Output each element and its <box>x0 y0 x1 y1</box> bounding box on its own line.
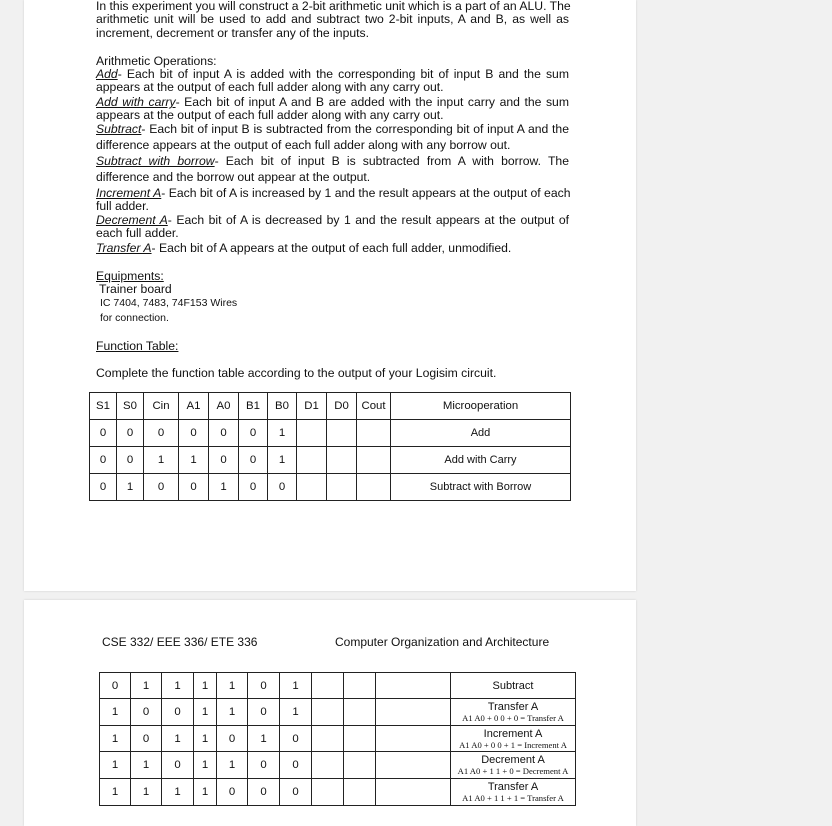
table-cell: 0 <box>248 752 280 779</box>
table-cell: 1 <box>217 699 248 726</box>
table-row <box>90 474 571 501</box>
table-cell: 0 <box>162 699 194 726</box>
microoperation-label: Decrement A <box>481 754 545 766</box>
op-subb-term: Subtract with borrow <box>96 154 215 168</box>
op-transfer-term: Transfer A <box>96 241 152 255</box>
table-cell-input[interactable] <box>376 673 451 699</box>
table-cell-input[interactable] <box>344 726 376 752</box>
document-page-2 <box>24 600 636 826</box>
table-cell: 1 <box>209 474 239 501</box>
table-cell: 0 <box>131 726 162 752</box>
table-cell: 1 <box>100 726 131 752</box>
op-addc-text-1: - Each bit of input A and B are added with the input carry and the sum <box>175 95 569 109</box>
op-transfer-line-1 <box>96 242 511 256</box>
table-cell: 1 <box>144 447 179 474</box>
table-cell: 0 <box>90 420 117 447</box>
function-table <box>89 392 571 501</box>
table-cell: 0 <box>217 726 248 752</box>
table-cell-input[interactable] <box>344 752 376 779</box>
table-cell: 1 <box>280 673 312 699</box>
table-cell: 1 <box>217 752 248 779</box>
table-row <box>90 447 571 474</box>
table-row <box>100 673 576 699</box>
table-cell: 0 <box>209 420 239 447</box>
table-cell: 0 <box>280 779 312 806</box>
equipment-item: Trainer board <box>99 282 172 296</box>
op-addc-line-2: appears at the output of each full adder along with any carry out. <box>96 108 444 122</box>
table-cell-input[interactable] <box>376 779 451 806</box>
table-cell: 0 <box>144 474 179 501</box>
col-header: S0 <box>117 393 144 420</box>
table-cell: 0 <box>280 752 312 779</box>
op-subb-text-1: - Each bit of input B is subtracted from A with borrow. The <box>214 154 569 168</box>
op-sub-line-1 <box>96 123 569 137</box>
table-cell: 1 <box>248 726 280 752</box>
table-cell-input[interactable] <box>376 699 451 726</box>
table-cell: 0 <box>179 420 209 447</box>
table-cell-input[interactable] <box>327 474 357 501</box>
table-cell: 1 <box>194 673 217 699</box>
table-cell: 0 <box>90 474 117 501</box>
microoperation-cell <box>451 699 576 726</box>
table-cell: 1 <box>100 779 131 806</box>
table-cell: 0 <box>239 447 268 474</box>
table-cell: 0 <box>179 474 209 501</box>
microoperation-label: Transfer A <box>487 701 539 713</box>
table-cell: 1 <box>100 699 131 726</box>
table-cell-input[interactable] <box>312 673 344 699</box>
table-cell: 1 <box>268 447 297 474</box>
microoperation-cell <box>451 726 576 752</box>
table-cell: 1 <box>131 752 162 779</box>
table-cell: 0 <box>248 673 280 699</box>
microoperation-label: Transfer A <box>487 781 539 793</box>
table-cell-input[interactable] <box>297 420 327 447</box>
microoperation-formula: A1 A0 + 1 1 + 1 = Transfer A <box>462 793 564 803</box>
table-row <box>90 420 571 447</box>
table-row <box>100 752 576 779</box>
table-cell: 0 <box>100 673 131 699</box>
equipments-heading: Equipments: <box>96 269 164 283</box>
table-cell: 0 <box>144 420 179 447</box>
microoperation-cell: Add <box>391 420 571 447</box>
intro-line-1: In this experiment you will construct a 2-bit arithmetic unit which is a part of an ALU. The <box>96 0 571 13</box>
table-cell-input[interactable] <box>312 726 344 752</box>
table-cell: 1 <box>179 447 209 474</box>
op-transfer-text-1: - Each bit of A appears at the output of each full adder, unmodified. <box>151 241 512 255</box>
microoperation-cell <box>451 752 576 779</box>
function-table-continued <box>99 672 576 806</box>
table-cell-input[interactable] <box>344 779 376 806</box>
intro-line-3: increment, decrement or transfer any of the inputs. <box>96 26 369 40</box>
table-cell-input[interactable] <box>357 420 391 447</box>
col-header: A0 <box>209 393 239 420</box>
table-cell-input[interactable] <box>357 474 391 501</box>
table-cell: 0 <box>268 474 297 501</box>
col-header: Cin <box>144 393 179 420</box>
table-row <box>100 779 576 806</box>
col-header: B1 <box>239 393 268 420</box>
op-sub-term: Subtract <box>96 122 142 136</box>
table-cell-input[interactable] <box>297 474 327 501</box>
table-cell: 1 <box>194 779 217 806</box>
table-cell: 1 <box>117 474 144 501</box>
table-cell-input[interactable] <box>344 699 376 726</box>
table-row <box>100 726 576 752</box>
op-inc-line-2: full adder. <box>96 199 149 213</box>
op-subb-line-1 <box>96 155 569 169</box>
op-add-text-1: - Each bit of input A is added with the corresponding bit of input B and the sum <box>117 67 569 81</box>
table-cell: 1 <box>131 779 162 806</box>
table-cell-input[interactable] <box>297 447 327 474</box>
col-header: S1 <box>90 393 117 420</box>
col-header: D1 <box>297 393 327 420</box>
col-header: Microoperation <box>391 393 571 420</box>
function-table-instruction: Complete the function table according to the output of your Logisim circuit. <box>96 366 497 380</box>
op-dec-line-2: each full adder. <box>96 226 179 240</box>
intro-line-2: arithmetic unit will be used to add and subtract two 2-bit inputs, A and B, as well as <box>96 12 569 26</box>
course-code: CSE 332/ EEE 336/ ETE 336 <box>102 635 258 649</box>
op-add-line-2: appears at the output of each full adder along with any carry out. <box>96 80 444 94</box>
microoperation-cell: Subtract with Borrow <box>391 474 571 501</box>
document-page-1 <box>24 0 636 591</box>
col-header: A1 <box>179 393 209 420</box>
equipment-item: for connection. <box>100 312 169 324</box>
op-dec-term: Decrement A <box>96 213 168 227</box>
table-cell: 0 <box>209 447 239 474</box>
op-addc-term: Add with carry <box>96 95 176 109</box>
table-row <box>100 699 576 726</box>
col-header: B0 <box>268 393 297 420</box>
table-cell: 1 <box>100 752 131 779</box>
table-cell: 1 <box>280 699 312 726</box>
table-cell: 1 <box>268 420 297 447</box>
table-cell: 0 <box>117 420 144 447</box>
table-cell-input[interactable] <box>327 420 357 447</box>
col-header: Cout <box>357 393 391 420</box>
microoperation-formula: A1 A0 + 0 0 + 1 = Increment A <box>459 739 567 750</box>
table-cell: 1 <box>131 673 162 699</box>
op-inc-line-1 <box>96 187 569 201</box>
ops-heading: Arithmetic Operations: <box>96 54 217 68</box>
microoperation-label: Increment A <box>483 727 543 740</box>
table-cell-input[interactable] <box>327 447 357 474</box>
table-header-row <box>90 393 571 420</box>
table-cell-input[interactable] <box>376 752 451 779</box>
op-dec-text-1: - Each bit of A is decreased by 1 and the result appears at the output of <box>167 213 569 227</box>
table-cell: 1 <box>162 726 194 752</box>
table-cell-input[interactable] <box>312 752 344 779</box>
table-cell: 0 <box>248 779 280 806</box>
microoperation-formula: A1 A0 + 0 0 + 0 = Transfer A <box>462 713 564 723</box>
table-cell: 1 <box>162 673 194 699</box>
microoperation-cell: Add with Carry <box>391 447 571 474</box>
table-cell: 1 <box>194 752 217 779</box>
col-header: D0 <box>327 393 357 420</box>
table-cell-input[interactable] <box>376 726 451 752</box>
table-cell-input[interactable] <box>357 447 391 474</box>
op-sub-line-2: difference appears at the output of each full adder along with any borrow out. <box>96 138 511 152</box>
op-inc-term: Increment A <box>96 186 162 200</box>
microoperation-cell: Subtract <box>451 673 576 699</box>
table-cell: 0 <box>162 752 194 779</box>
table-cell: 1 <box>162 779 194 806</box>
table-cell: 0 <box>131 699 162 726</box>
microoperation-formula: A1 A0 + 1 1 + 0 = Decrement A <box>457 766 569 776</box>
equipment-item: IC 7404, 7483, 74F153 Wires <box>100 297 238 309</box>
function-table-heading: Function Table: <box>96 339 179 353</box>
table-cell: 0 <box>117 447 144 474</box>
table-cell: 0 <box>90 447 117 474</box>
table-cell: 0 <box>239 474 268 501</box>
microoperation-cell <box>451 779 576 806</box>
table-cell: 0 <box>239 420 268 447</box>
table-cell: 0 <box>280 726 312 752</box>
table-cell: 0 <box>217 779 248 806</box>
table-cell-input[interactable] <box>312 779 344 806</box>
table-cell-input[interactable] <box>344 673 376 699</box>
table-cell: 1 <box>194 699 217 726</box>
op-subb-line-2: difference and the borrow out appear at the output. <box>96 170 371 184</box>
table-cell: 1 <box>194 726 217 752</box>
course-title: Computer Organization and Architecture <box>335 635 550 649</box>
op-inc-text-1: - Each bit of A is increased by 1 and the result appears at the output of each <box>161 186 571 200</box>
op-sub-text-1: - Each bit of input B is subtracted from the corresponding bit of input A and the <box>141 122 569 136</box>
table-cell: 1 <box>217 673 248 699</box>
table-cell-input[interactable] <box>312 699 344 726</box>
table-cell: 0 <box>248 699 280 726</box>
op-add-term: Add <box>96 67 118 81</box>
